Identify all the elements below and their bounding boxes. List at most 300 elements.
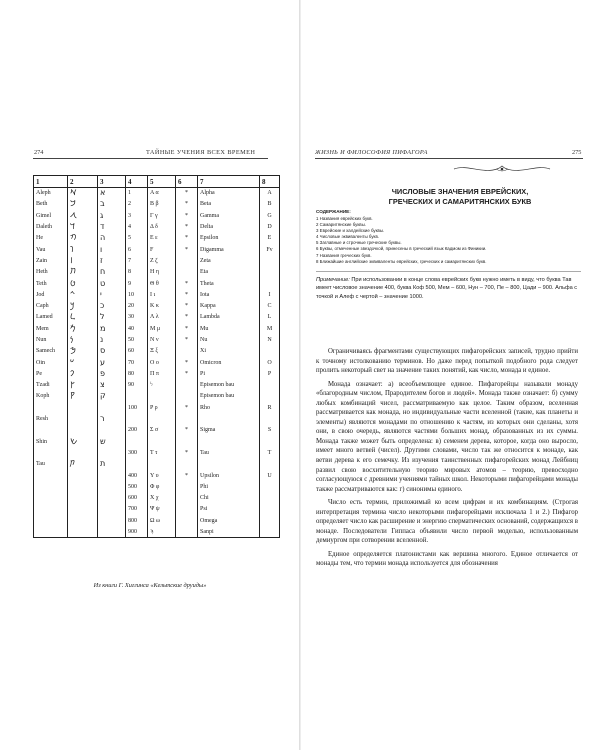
table-cell	[260, 380, 280, 391]
table-cell	[176, 267, 198, 278]
body-paragraph: Монада означает: а) всеобъемлющее единое. Пифагорейцы называли монаду «благородным числом, Прародителем богов и людей». Монада также означает: б) сумму любых комбинаций чисел, рассматриваемую как целое. Таким образом, вселенная рассматривается как монада, но индивидуальные части вселенной (такие, как планеты и элементы) являются монадами по отношению к частям, из которых они сделаны, хотя они, в свою очередь, являются частями больших монад, образованных из их суммы. Монада также может быть определена: в) семенем дерева, которое, когда оно выросло, имеет много ветвей (чисел). Другими словами, число так же относится к монаде, как ветви дерева к его семечку. Из изучения таинственных пифагорейских монад Лейбниц развил свою восхитительную теорию мировых атомов – теорию, превосходно согласующуюся с древними учениями тайных школ. Некоторыми пифагорейцами монады также рассматриваются как: г) синонимы единого.	[316, 380, 578, 493]
table-cell: 400	[126, 470, 148, 481]
table-cell: ϟ	[148, 380, 176, 391]
table-cell: ה	[98, 233, 126, 244]
table-row	[34, 470, 280, 481]
table-cell: I	[260, 289, 280, 300]
table-cell: מ	[98, 323, 126, 334]
note-text: При использовании в конце слова еврейских букв нужно иметь в виду, что буква Тав имеет числовое значение 400, буква Коф 500, Мем – 600, Нун – 700, Пе – 800, Цади – 900. Альфа с точкой и Алеф с чертой – значение 1000.	[316, 277, 578, 300]
table-cell: 𐡐	[68, 368, 98, 379]
table-cell: F	[148, 244, 176, 255]
table-row	[34, 267, 280, 278]
table-cell: Eta	[198, 267, 260, 278]
table-cell	[98, 447, 126, 458]
table-cell: 50	[126, 334, 148, 345]
table-cell: S	[260, 425, 280, 436]
table-cell	[260, 278, 280, 289]
table-cell: O	[260, 357, 280, 368]
table-cell: 40	[126, 323, 148, 334]
contents-heading: СОДЕРЖАНИЕ:	[316, 209, 351, 214]
table-cell: ת	[98, 459, 126, 470]
table-cell: 20	[126, 300, 148, 311]
section-title	[320, 187, 600, 207]
table-cell: 𐡔	[68, 436, 98, 447]
table-cell: 90	[126, 380, 148, 391]
table-cell: *	[176, 300, 198, 311]
table-cell: 𐡉	[68, 289, 98, 300]
table-cell	[98, 481, 126, 492]
contents-item: 2 Самаритянские буквы.	[316, 222, 366, 228]
table-cell	[260, 459, 280, 470]
table-cell: Psi	[198, 504, 260, 515]
contents-item: 7 Названия греческих букв.	[316, 252, 372, 258]
table-row	[34, 312, 280, 323]
table-row	[34, 233, 280, 244]
table-cell: *	[176, 244, 198, 255]
table-cell: U	[260, 470, 280, 481]
table-cell: ס	[98, 346, 126, 357]
table-cell: 𐡃	[68, 221, 98, 232]
left-running-head: ТАЙНЫЕ УЧЕНИЯ ВСЕХ ВРЕМЕН	[146, 149, 256, 156]
table-cell: נ	[98, 334, 126, 345]
table-cell: T τ	[148, 447, 176, 458]
table-cell	[34, 504, 68, 515]
table-cell	[148, 413, 176, 424]
table-cell: Digamma	[198, 244, 260, 255]
table-cell: Daleth	[34, 221, 68, 232]
table-cell: Zain	[34, 255, 68, 266]
table-cell: 𐡁	[68, 199, 98, 210]
table-cell: *	[176, 323, 198, 334]
table-cell	[68, 493, 98, 504]
table-row	[34, 515, 280, 526]
left-header-rule	[33, 158, 268, 159]
table-cell	[260, 346, 280, 357]
table-cell: ש	[98, 436, 126, 447]
contents-item: 3 Еврейские и халдейские буквы.	[316, 228, 385, 234]
table-cell: Ξ ξ	[148, 346, 176, 357]
table-cell: Mem	[34, 323, 68, 334]
table-cell: Nun	[34, 334, 68, 345]
table-cell	[176, 526, 198, 537]
table-cell: Upsilon	[198, 470, 260, 481]
table-cell: Ω ω	[148, 515, 176, 526]
table-cell: Tau	[198, 447, 260, 458]
right-header-rule	[315, 158, 583, 159]
table-row	[34, 346, 280, 357]
section-title-line-2: ГРЕЧЕСКИХ И САМАРИТЯНСКИХ БУКВ	[388, 197, 532, 206]
table-cell: ר	[98, 413, 126, 424]
table-cell: Aleph	[34, 188, 68, 199]
contents-list	[316, 216, 486, 265]
table-cell	[176, 436, 198, 447]
table-cell: B	[260, 199, 280, 210]
table-cell	[98, 493, 126, 504]
table-cell: R	[260, 402, 280, 413]
table-cell	[126, 413, 148, 424]
table-cell: צ	[98, 380, 126, 391]
table-cell: ב	[98, 199, 126, 210]
table-cell	[68, 413, 98, 424]
table-row	[34, 402, 280, 413]
table-row	[34, 210, 280, 221]
table-cell	[176, 255, 198, 266]
table-cell	[68, 470, 98, 481]
table-cell	[68, 481, 98, 492]
table-cell: ו	[98, 244, 126, 255]
table-cell: K κ	[148, 300, 176, 311]
table-cell	[98, 402, 126, 413]
table-cell: 𐡇	[68, 267, 98, 278]
table-cell: 80	[126, 368, 148, 379]
table-cell: 𐡍	[68, 334, 98, 345]
table-cell: *	[176, 470, 198, 481]
table-cell: 100	[126, 402, 148, 413]
letter-values-table	[33, 175, 280, 538]
table-cell	[260, 391, 280, 402]
table-cell: Chi	[198, 493, 260, 504]
table-cell: 1	[126, 188, 148, 199]
table-cell	[126, 436, 148, 447]
table-cell	[148, 391, 176, 402]
table-cell: ל	[98, 312, 126, 323]
table-cell: 𐡅	[68, 244, 98, 255]
table-row	[34, 380, 280, 391]
table-row	[34, 526, 280, 537]
table-cell: 800	[126, 515, 148, 526]
table-cell	[68, 515, 98, 526]
table-cell	[98, 504, 126, 515]
table-cell	[260, 504, 280, 515]
table-cell: *	[176, 289, 198, 300]
table-row	[34, 221, 280, 232]
column-header: 2	[68, 176, 98, 188]
table-cell	[260, 255, 280, 266]
column-header: 5	[148, 176, 176, 188]
table-cell: Mu	[198, 323, 260, 334]
table-cell: Omicron	[198, 357, 260, 368]
table-cell	[34, 402, 68, 413]
table-cell	[34, 493, 68, 504]
table-cell: Theta	[198, 278, 260, 289]
table-cell	[98, 425, 126, 436]
table-cell: Heth	[34, 267, 68, 278]
table-cell: 70	[126, 357, 148, 368]
table-row	[34, 300, 280, 311]
table-row	[34, 459, 280, 470]
table-cell: Sigma	[198, 425, 260, 436]
table-cell: Kappa	[198, 300, 260, 311]
right-page-number: 275	[572, 149, 582, 156]
table-cell: Σ σ	[148, 425, 176, 436]
column-header: 6	[176, 176, 198, 188]
table-cell: ד	[98, 221, 126, 232]
table-cell: Z ζ	[148, 255, 176, 266]
table-cell	[126, 459, 148, 470]
table-cell	[68, 526, 98, 537]
table-cell	[34, 425, 68, 436]
table-cell	[260, 515, 280, 526]
table-cell: Teth	[34, 278, 68, 289]
table-cell: 300	[126, 447, 148, 458]
note-label: Примечание:	[316, 277, 350, 283]
table-cell: כ	[98, 300, 126, 311]
table-cell	[34, 481, 68, 492]
table-cell: Omega	[198, 515, 260, 526]
table-cell: ח	[98, 267, 126, 278]
note-divider	[316, 271, 581, 272]
table-cell: *	[176, 312, 198, 323]
table-cell: 900	[126, 526, 148, 537]
table-cell: Ψ ψ	[148, 504, 176, 515]
table-caption: Из книги Г. Хиггинса «Кельтские друиды»	[93, 582, 207, 589]
table-cell: 30	[126, 312, 148, 323]
table-cell	[34, 526, 68, 537]
table-row	[34, 357, 280, 368]
table-cell: M μ	[148, 323, 176, 334]
table-cell	[98, 526, 126, 537]
table-row	[34, 447, 280, 458]
table-cell	[176, 493, 198, 504]
table-cell: P ρ	[148, 402, 176, 413]
column-header: 1	[34, 176, 68, 188]
table-cell: *	[176, 402, 198, 413]
table-cell: Φ φ	[148, 481, 176, 492]
table-cell: Jod	[34, 289, 68, 300]
table-cell: N ν	[148, 334, 176, 345]
table-cell: I ι	[148, 289, 176, 300]
table-cell: Xi	[198, 346, 260, 357]
table-cell	[34, 515, 68, 526]
table-cell: C	[260, 300, 280, 311]
table-cell: A α	[148, 188, 176, 199]
table-row	[34, 425, 280, 436]
table-cell: Zeta	[198, 255, 260, 266]
table-body	[34, 188, 280, 538]
table-cell: Θ θ	[148, 278, 176, 289]
table-cell: 5	[126, 233, 148, 244]
table-cell: 𐡆	[68, 255, 98, 266]
table-cell	[176, 481, 198, 492]
table-cell: 𐡏	[68, 357, 98, 368]
table-cell: Tzadi	[34, 380, 68, 391]
table-cell: *	[176, 188, 198, 199]
table-cell: Y υ	[148, 470, 176, 481]
table-row	[34, 504, 280, 515]
table-cell: Vau	[34, 244, 68, 255]
table-cell: 𐡈	[68, 278, 98, 289]
table-cell: 𐡊	[68, 300, 98, 311]
note-block	[316, 276, 578, 301]
table-cell: 600	[126, 493, 148, 504]
table-row	[34, 289, 280, 300]
table-cell	[176, 380, 198, 391]
table-cell: ע	[98, 357, 126, 368]
table-cell: 𐡄	[68, 233, 98, 244]
table-cell: Nu	[198, 334, 260, 345]
table-row	[34, 368, 280, 379]
table-cell: Alpha	[198, 188, 260, 199]
table-row	[34, 391, 280, 402]
table-cell	[260, 493, 280, 504]
table-cell	[198, 413, 260, 424]
table-header	[34, 176, 280, 188]
table-cell: T	[260, 447, 280, 458]
table-cell: Pe	[34, 368, 68, 379]
table-cell	[260, 436, 280, 447]
table-cell: *	[176, 199, 198, 210]
table-cell: 9	[126, 278, 148, 289]
table-cell: *	[176, 334, 198, 345]
table-cell: א	[98, 188, 126, 199]
table-cell: ט	[98, 278, 126, 289]
table-row	[34, 481, 280, 492]
table-cell: *	[176, 233, 198, 244]
table-cell	[176, 459, 198, 470]
table-cell: Rho	[198, 402, 260, 413]
table-cell: 8	[126, 267, 148, 278]
table-cell: *	[176, 278, 198, 289]
table-cell	[126, 391, 148, 402]
table-cell: Δ δ	[148, 221, 176, 232]
table-cell: 𐡋	[68, 312, 98, 323]
table-cell	[98, 515, 126, 526]
table-cell: 700	[126, 504, 148, 515]
table-cell: *	[176, 221, 198, 232]
table-cell: Episemon bau	[198, 391, 260, 402]
table-cell: O o	[148, 357, 176, 368]
table-cell: ק	[98, 391, 126, 402]
table-cell	[198, 459, 260, 470]
table-cell: Oin	[34, 357, 68, 368]
table-cell: 500	[126, 481, 148, 492]
table-cell: Γ γ	[148, 210, 176, 221]
column-header: 8	[260, 176, 280, 188]
table-cell: He	[34, 233, 68, 244]
table-cell: 4	[126, 221, 148, 232]
table-cell: ג	[98, 210, 126, 221]
table-cell: Fv	[260, 244, 280, 255]
table-cell: 3	[126, 210, 148, 221]
section-title-line-1: ЧИСЛОВЫЕ ЗНАЧЕНИЯ ЕВРЕЙСКИХ,	[391, 187, 529, 196]
table-cell: Phi	[198, 481, 260, 492]
table-cell	[176, 413, 198, 424]
table-row	[34, 278, 280, 289]
table-row	[34, 199, 280, 210]
table-cell: Lamed	[34, 312, 68, 323]
table-cell	[260, 481, 280, 492]
table-cell: 6	[126, 244, 148, 255]
table-cell: Π π	[148, 368, 176, 379]
body-paragraph: Число есть термин, приложимый ко всем цифрам и их комбинациям. (Строгая интерпретация термина число некоторыми пифагорейцами исключала 1 и 2.) Пифагор определяет число как расширение и энергию сперматических оснований, содержащихся в монаде. Последователи Гиппаса объявили число первой моделью, использованным демиургом при сотворении вселенной.	[316, 499, 578, 545]
table-cell: 7	[126, 255, 148, 266]
table-cell: 𐡑	[68, 380, 98, 391]
contents-item: 6 Буквы, отмеченные звездочкой, принесены в греческий язык Кадмом из Финикии.	[316, 246, 487, 252]
left-page-number: 274	[34, 149, 44, 156]
table-cell	[260, 413, 280, 424]
table-cell: E ε	[148, 233, 176, 244]
table-cell	[68, 425, 98, 436]
table-cell: *	[176, 447, 198, 458]
table-cell: Beta	[198, 199, 260, 210]
table-cell: 60	[126, 346, 148, 357]
table-cell: 2	[126, 199, 148, 210]
table-cell: פ	[98, 368, 126, 379]
table-cell: Iota	[198, 289, 260, 300]
right-page	[300, 0, 600, 750]
table-cell: Sanpi	[198, 526, 260, 537]
table-cell: N	[260, 334, 280, 345]
table-cell	[98, 470, 126, 481]
contents-item: 4 Числовые эквиваленты букв.	[316, 234, 380, 240]
table-cell	[68, 447, 98, 458]
ornament-flourish-icon	[452, 163, 552, 175]
table-row	[34, 188, 280, 199]
table-cell: Caph	[34, 300, 68, 311]
table-cell	[34, 470, 68, 481]
table-cell	[176, 346, 198, 357]
table-cell	[148, 459, 176, 470]
table-cell	[68, 402, 98, 413]
table-cell: Pi	[198, 368, 260, 379]
table-cell: Epsilon	[198, 233, 260, 244]
table-cell	[176, 391, 198, 402]
table-cell	[260, 526, 280, 537]
table-row	[34, 334, 280, 345]
table-cell	[34, 447, 68, 458]
column-header: 7	[198, 176, 260, 188]
contents-item: 8 Ближайшие английские эквиваленты еврейских, греческих и самаритянских букв.	[316, 258, 487, 264]
table-cell: Resh	[34, 413, 68, 424]
table-cell: Λ λ	[148, 312, 176, 323]
table-cell: ϡ	[148, 526, 176, 537]
table-cell: 𐡂	[68, 210, 98, 221]
table-row	[34, 493, 280, 504]
table-cell	[198, 436, 260, 447]
table-cell: *	[176, 210, 198, 221]
table-cell: Tau	[34, 459, 68, 470]
table-cell	[148, 436, 176, 447]
table-cell: 𐡀	[68, 188, 98, 199]
table-cell: D	[260, 221, 280, 232]
table-cell: 𐡌	[68, 323, 98, 334]
table-cell: *	[176, 368, 198, 379]
table-cell: A	[260, 188, 280, 199]
table-cell: Shin	[34, 436, 68, 447]
table-row	[34, 244, 280, 255]
table-cell: E	[260, 233, 280, 244]
table-cell: X χ	[148, 493, 176, 504]
column-header: 4	[126, 176, 148, 188]
table-cell: Lambda	[198, 312, 260, 323]
table-cell: H η	[148, 267, 176, 278]
table-cell: 200	[126, 425, 148, 436]
table-cell	[176, 504, 198, 515]
table-cell: 𐡒	[68, 391, 98, 402]
table-cell: Delta	[198, 221, 260, 232]
table-cell: 10	[126, 289, 148, 300]
table-cell: ז	[98, 255, 126, 266]
table-cell: Koph	[34, 391, 68, 402]
table-cell: B β	[148, 199, 176, 210]
table-cell: Gimel	[34, 210, 68, 221]
table-cell: *	[176, 425, 198, 436]
table-row	[34, 255, 280, 266]
table-cell	[68, 504, 98, 515]
table-row	[34, 436, 280, 447]
table-cell	[176, 515, 198, 526]
body-text	[316, 347, 578, 573]
